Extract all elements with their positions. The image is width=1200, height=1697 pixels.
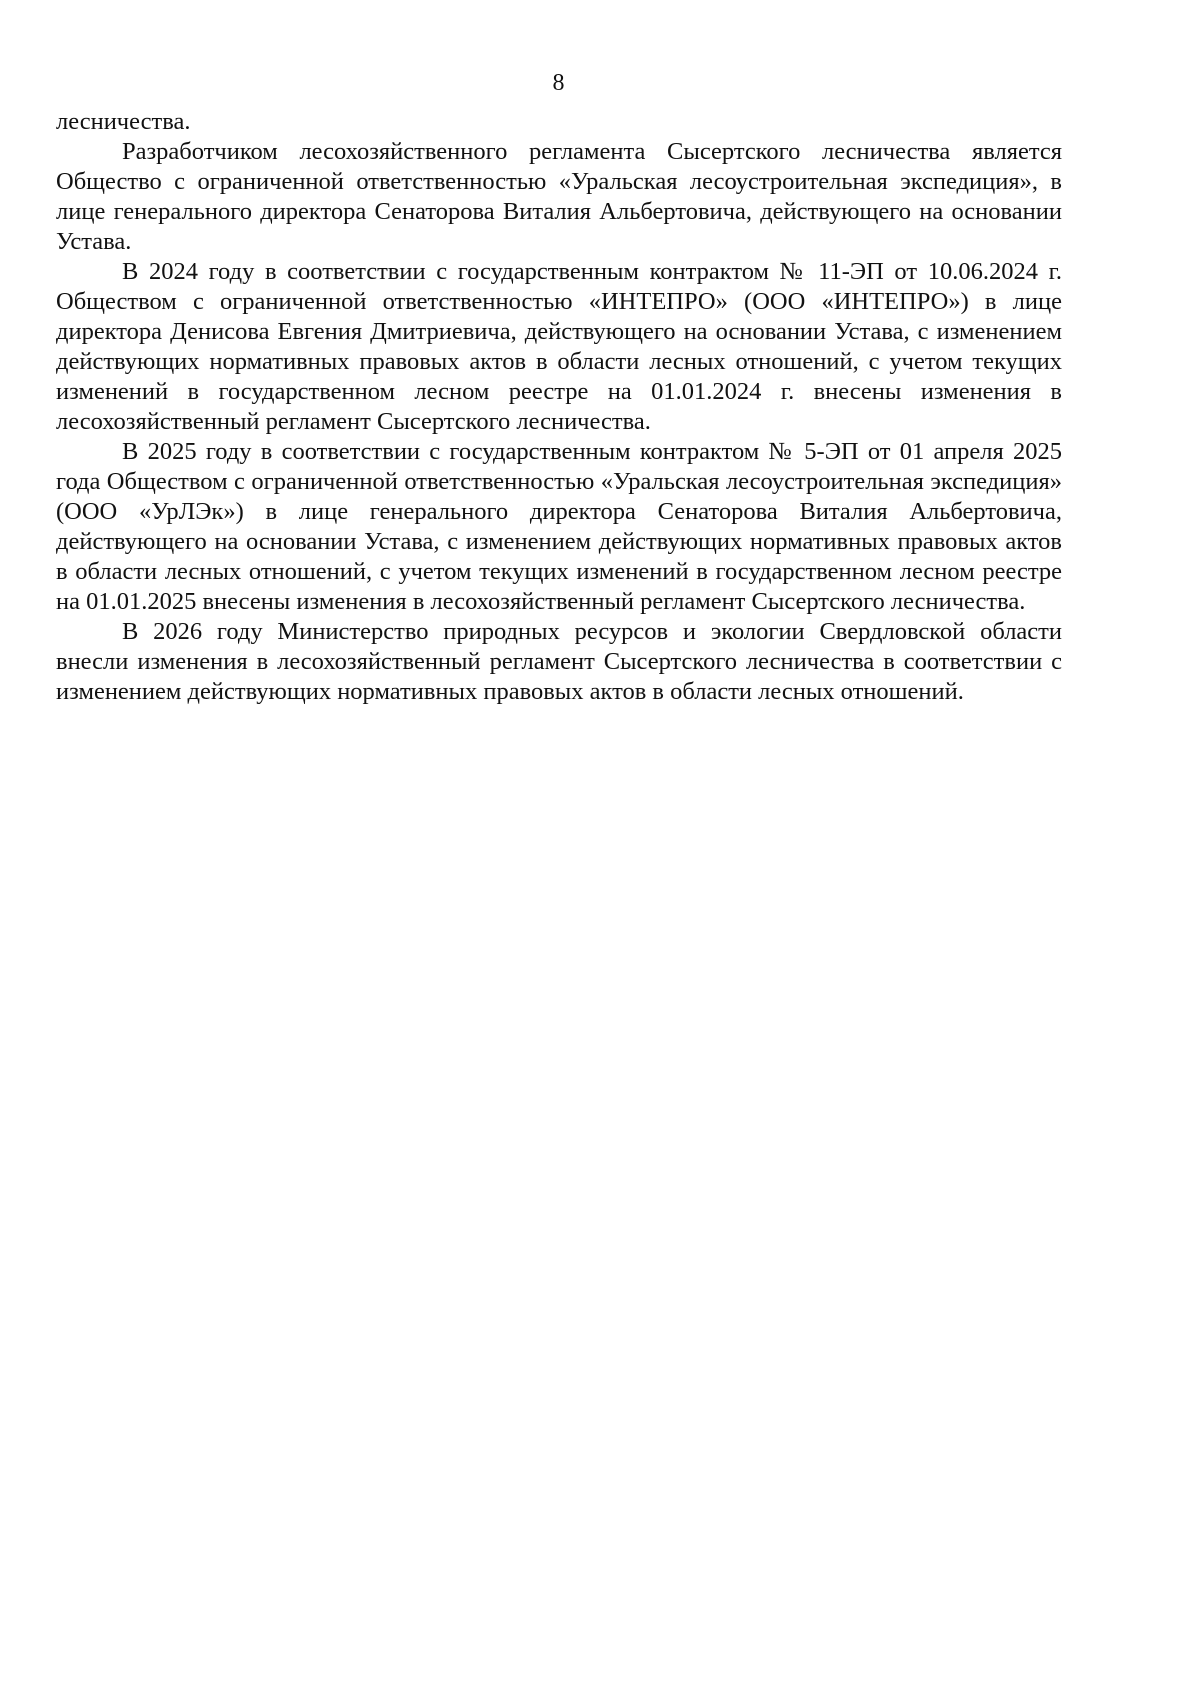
paragraph-continuation: лесничества. (56, 108, 191, 135)
paragraph-2024-changes: В 2024 году в соответствии с государственным контрактом № 11-ЭП от 10.06.2024 г. Обществом с ограниченной ответственностью «ИНТЕПРО» (ООО «ИНТЕПРО») в лице директора Денисова Евгения Дмитриевича, действующего на основании Устава, с изменением действующих нормативных правовых актов в области лесных отношений, с учетом текущих изменений в государственном лесном реестре на 01.01.2024 г. внесены изменения в лесохозяйственный регламент Сысертского лесничества. (56, 258, 1062, 435)
paragraph-developer: Разработчиком лесохозяйственного регламента Сысертского лесничества является Общество с ограниченной ответственностью «Уральская лесоустроительная экспедиция», в лице генерального директора Сенаторова Виталия Альбертовича, действующего на основании Устава. (56, 138, 1062, 255)
paragraph-2025-changes: В 2025 году в соответствии с государственным контрактом № 5-ЭП от 01 апреля 2025 года Обществом с ограниченной ответственностью «Уральская лесоустроительная экспедиция» (ООО «УрЛЭк») в лице генерального директора Сенаторова Виталия Альбертовича, действующего на основании Устава, с изменением действующих нормативных правовых актов в области лесных отношений, с учетом текущих изменений в государственном лесном реестре на 01.01.2025 внесены изменения в лесохозяйственный регламент Сысертского лесничества. (56, 438, 1062, 615)
paragraph-2026-changes: В 2026 году Министерство природных ресурсов и экологии Свердловской области внесли изменения в лесохозяйственный регламент Сысертского лесничества в соответствии с изменением действующих нормативных правовых актов в области лесных отношений. (56, 618, 1062, 705)
document-body (56, 107, 1062, 707)
page-number: 8 (552, 70, 565, 96)
